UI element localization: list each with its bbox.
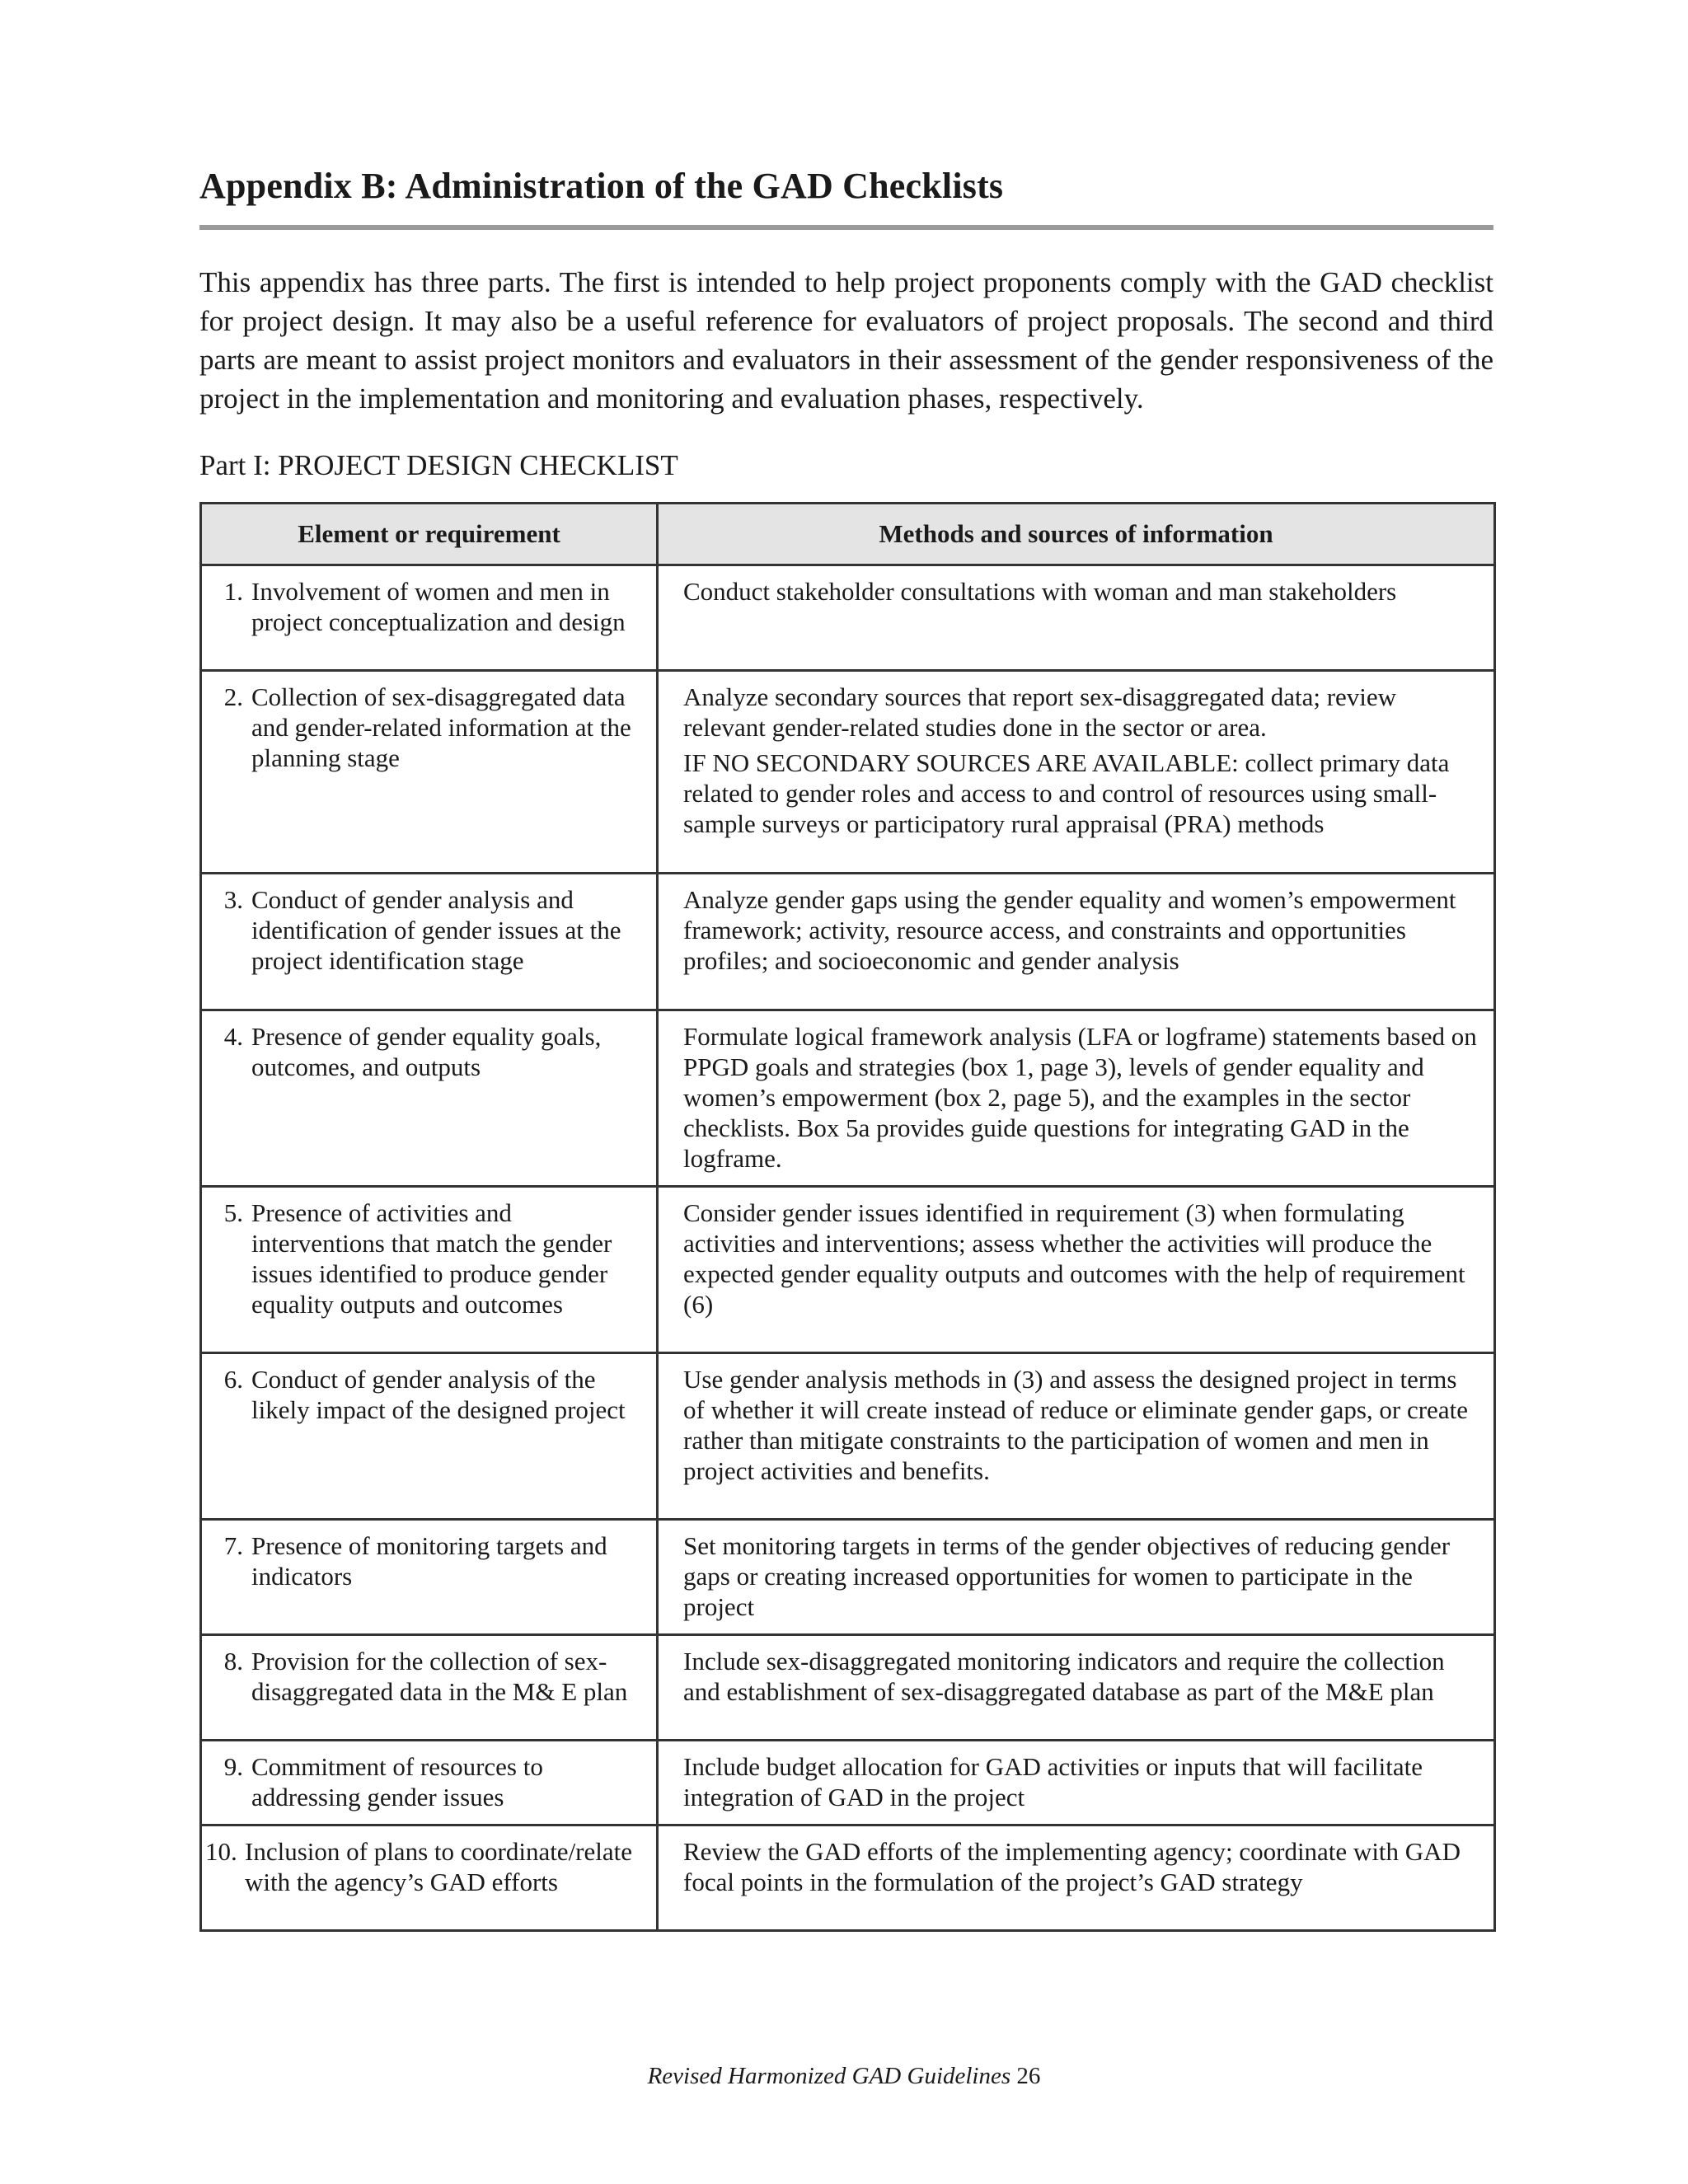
methods-cell [658,1010,1495,1187]
methods-cell [658,1187,1495,1353]
methods-cell [658,1520,1495,1635]
requirement-number: 10. [205,1837,237,1866]
requirement-number: 2. [223,682,243,711]
requirement-number: 3. [223,885,243,914]
requirement-cell [201,1520,658,1635]
methods-text: Review the GAD efforts of the implementing agency; coordinate with GAD focal points in the formulation of the project’s GAD strategy [683,1837,1461,1896]
methods-text: IF NO SECONDARY SOURCES ARE AVAILABLE: collect primary data related to gender roles and access to and control of resources using small-sample surveys or participatory rural appraisal (PRA) methods [683,748,1450,838]
requirement-cell [201,1825,658,1931]
requirement-text: Presence of monitoring targets and indicators [251,1531,607,1591]
methods-cell [658,874,1495,1010]
requirement-text: Presence of gender equality goals, outcomes, and outputs [251,1022,602,1081]
methods-text: Set monitoring targets in terms of the gender objectives of reducing gender gaps or creating increased opportunities for women to participate in the project [683,1531,1451,1621]
table-row [201,671,1495,874]
page-footer [0,2063,1688,2090]
methods-cell [658,1353,1495,1520]
requirement-cell [201,1353,658,1520]
requirement-cell [201,1741,658,1825]
table-header-row [201,504,1495,565]
header-element: Element or requirement [201,504,658,565]
table-row [201,1187,1495,1353]
methods-text: Include sex-disaggregated monitoring indicators and require the collection and establishment of sex-disaggregated database as part of the M&E plan [683,1647,1445,1706]
methods-text: Formulate logical framework analysis (LFA or logframe) statements based on PPGD goals and strategies (box 1, page 3), levels of gender equality and women’s empowerment (box 2, page 5), and the examples in the sector checklists. Box 5a provides guide questions for integrating GAD in the logframe. [683,1022,1477,1173]
requirement-number: 1. [223,577,243,606]
methods-text: Consider gender issues identified in requirement (3) when formulating activities and interventions; assess whether the activities will produce the expected gender equality outputs and outcomes with the help of requirement (6) [683,1198,1465,1319]
requirement-number: 8. [223,1647,243,1675]
requirement-cell [201,874,658,1010]
requirement-number: 5. [223,1198,243,1227]
table-row [201,1010,1495,1187]
methods-cell [658,565,1495,671]
header-methods: Methods and sources of information [658,504,1495,565]
intro-paragraph: This appendix has three parts. The first is intended to help project proponents comply with the GAD checklist for project design. It may also be a useful reference for evaluators of project proposals. The second and third parts are meant to assist project monitors and evaluators in their assessment of the gender responsiveness of the project in the implementation and monitoring and evaluation phases, respectively. [199,266,1493,415]
requirement-number: 9. [223,1752,243,1781]
methods-text: Conduct stakeholder consultations with woman and man stakeholders [683,577,1397,606]
requirement-text: Commitment of resources to addressing gender issues [251,1752,543,1811]
checklist-table [199,502,1496,1932]
requirement-number: 4. [223,1022,243,1051]
requirement-number: 6. [223,1365,243,1394]
methods-cell [658,1741,1495,1825]
page-number: 26 [1016,2063,1041,2089]
requirement-cell [201,1187,658,1353]
footer-title: Revised Harmonized GAD Guidelines [647,2063,1011,2089]
table-row [201,1825,1495,1931]
table-row [201,565,1495,671]
requirement-text: Inclusion of plans to coordinate/relate with the agency’s GAD efforts [245,1837,633,1896]
methods-cell [658,1825,1495,1931]
table-row [201,874,1495,1010]
methods-text: Analyze gender gaps using the gender equality and women’s empowerment framework; activity, resource access, and constraints and opportunities profiles; and socioeconomic and gender analysis [683,885,1456,975]
methods-cell [658,671,1495,874]
methods-text: Analyze secondary sources that report sex-disaggregated data; review relevant gender-related studies done in the sector or area. [683,682,1397,742]
table-row [201,1635,1495,1741]
requirement-text: Collection of sex-disaggregated data and gender-related information at the planning stage [251,682,631,772]
requirement-cell [201,671,658,874]
requirement-cell [201,1635,658,1741]
table-row [201,1520,1495,1635]
requirement-cell [201,565,658,671]
requirement-text: Conduct of gender analysis and identification of gender issues at the project identification stage [251,885,621,975]
requirement-text: Involvement of women and men in project conceptualization and design [251,577,626,636]
requirement-number: 7. [223,1531,243,1560]
requirement-cell [201,1010,658,1187]
requirement-text: Conduct of gender analysis of the likely impact of the designed project [251,1365,626,1424]
methods-text: Use gender analysis methods in (3) and assess the designed project in terms of whether it will create instead of reduce or eliminate gender gaps, or create rather than mitigate constraints to the participation of women and men in project activities and benefits. [683,1365,1468,1485]
requirement-text: Provision for the collection of sex-disaggregated data in the M& E plan [251,1647,628,1706]
table-row [201,1353,1495,1520]
part-title: Part I: PROJECT DESIGN CHECKLIST [199,449,678,481]
requirement-text: Presence of activities and interventions that match the gender issues identified to produce gender equality outputs and outcomes [251,1198,612,1319]
table-row [201,1741,1495,1825]
page-title: Appendix B: Administration of the GAD Checklists [199,165,1493,230]
table-body [201,565,1495,1931]
methods-cell [658,1635,1495,1741]
page-content [199,165,1493,1932]
methods-text: Include budget allocation for GAD activities or inputs that will facilitate integration of GAD in the project [683,1752,1423,1811]
